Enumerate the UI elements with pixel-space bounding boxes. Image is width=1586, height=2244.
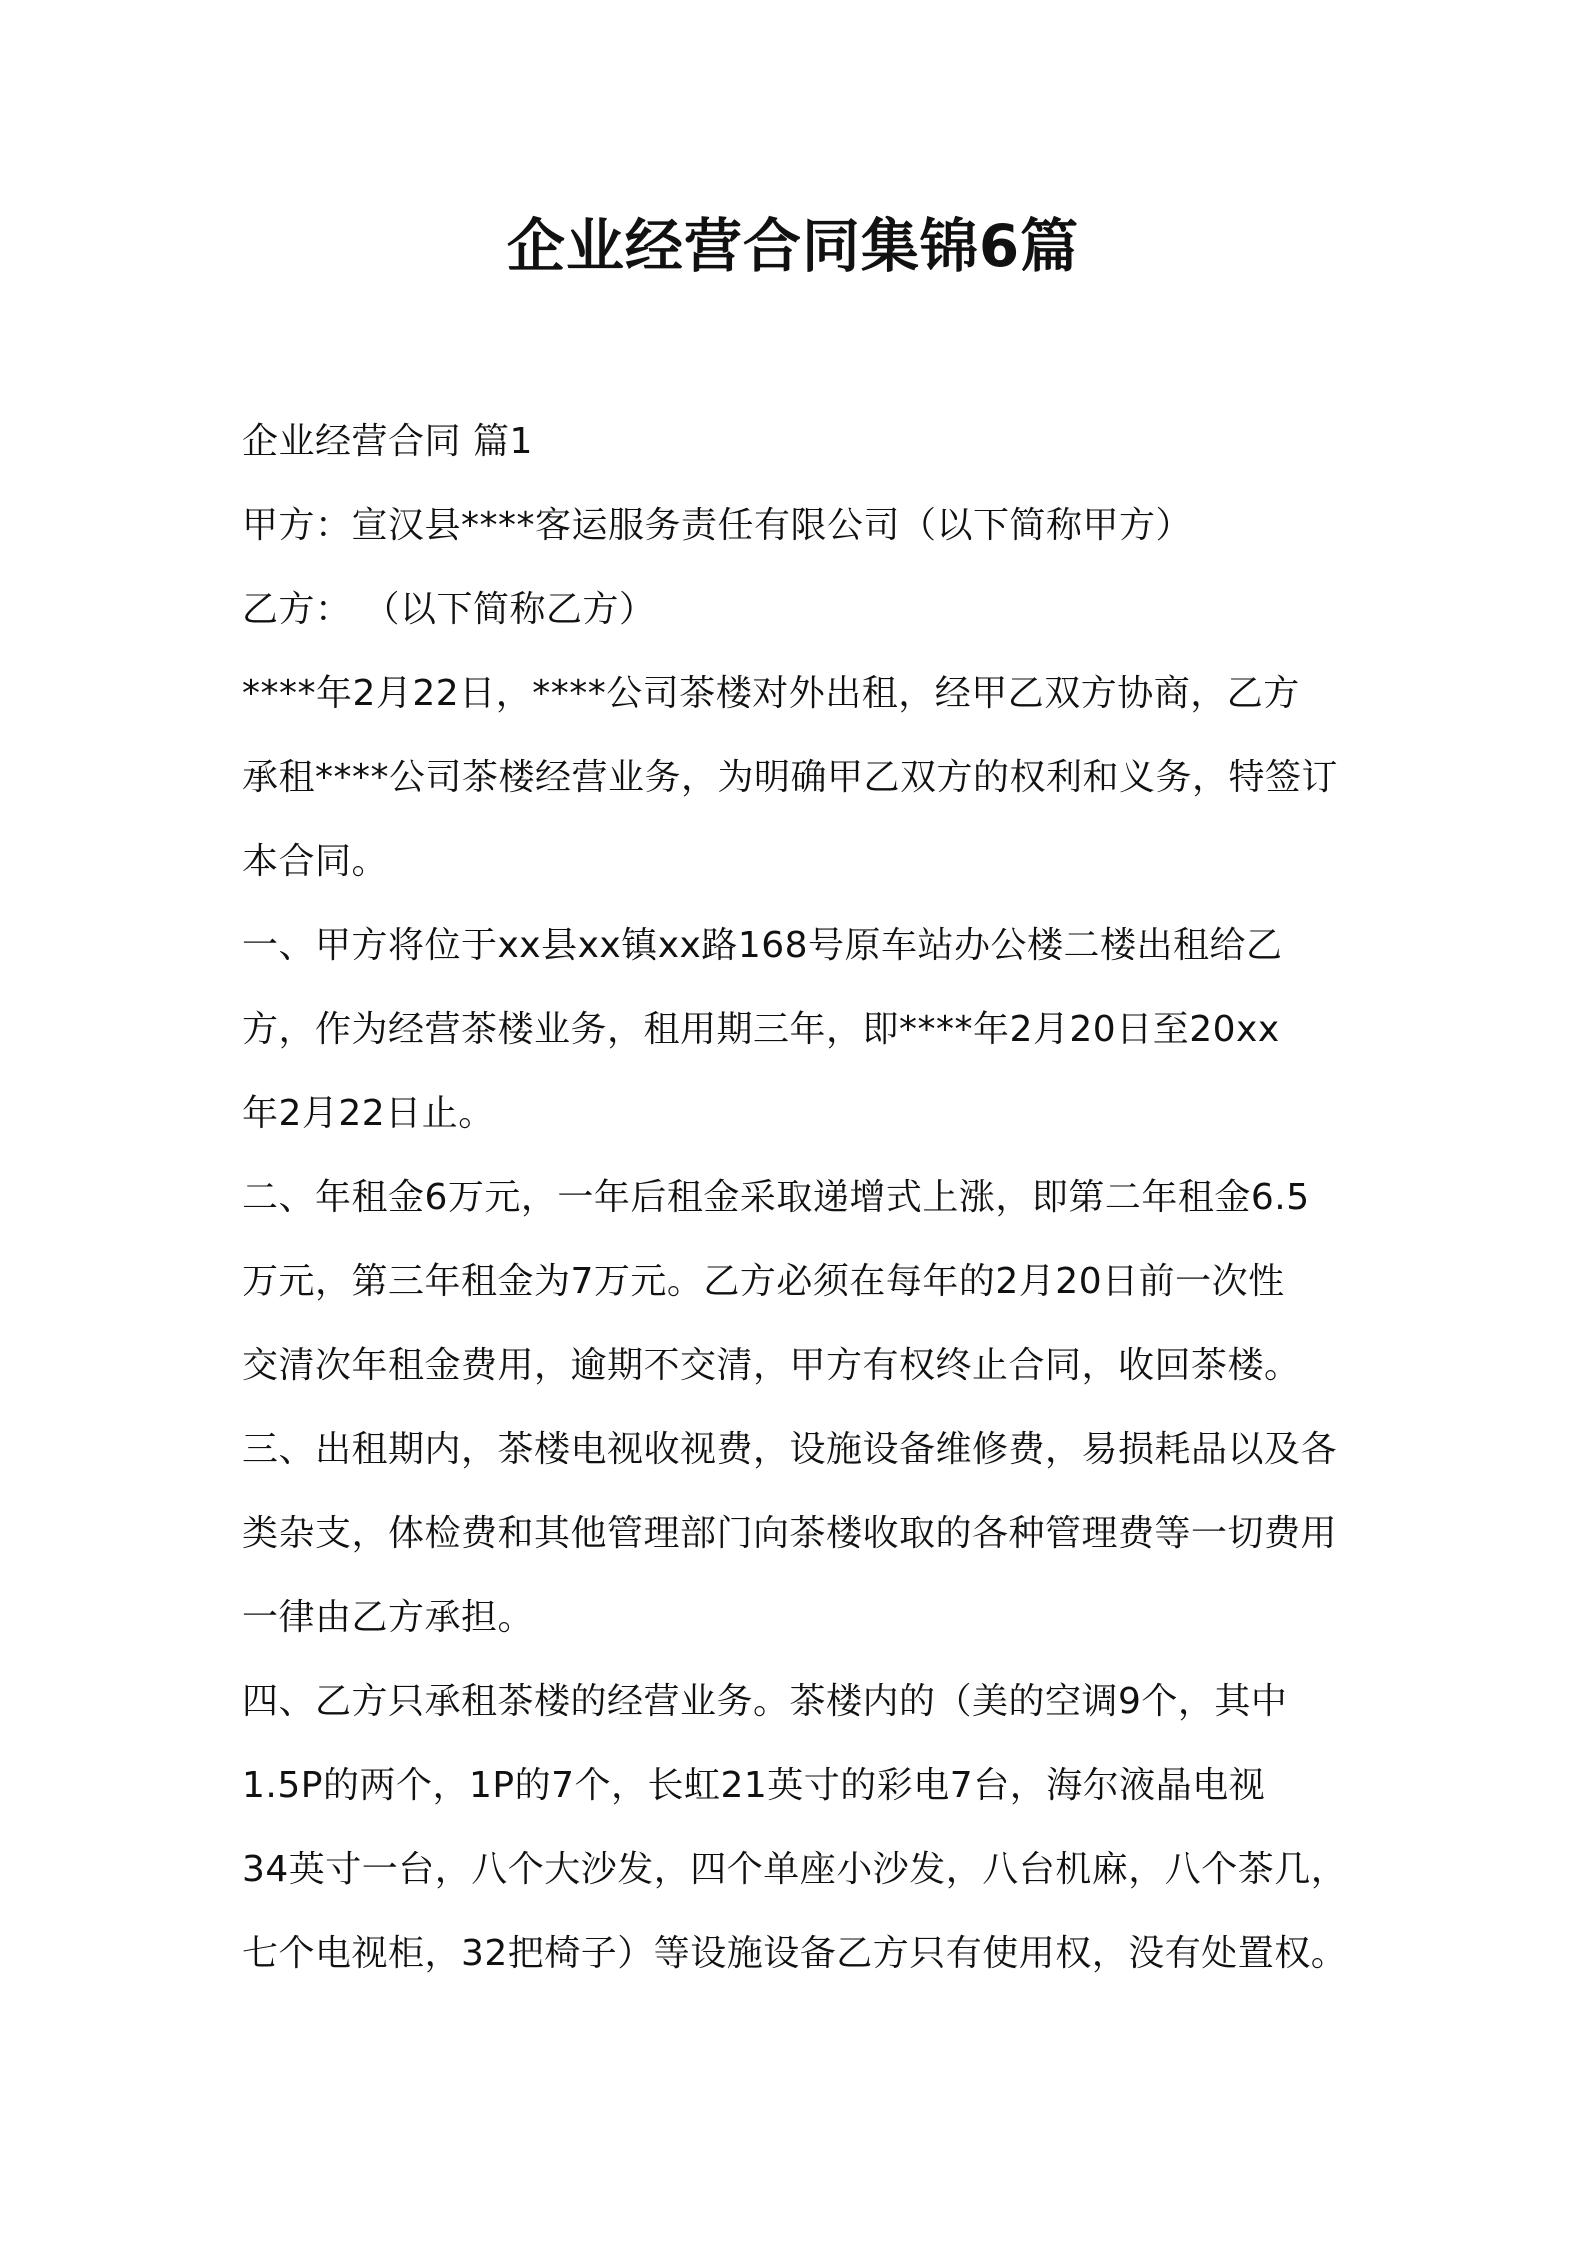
body-line: 承租****公司茶楼经营业务，为明确甲乙双方的权利和义务，特签订: [242, 757, 1339, 798]
section-heading: 企业经营合同 篇1: [242, 421, 533, 462]
body-line: 本合同。: [242, 841, 389, 882]
party-a-line: 甲方：宣汉县****客运服务责任有限公司（以下简称甲方）: [242, 505, 1193, 546]
clause-2-line: 二、年租金6万元，一年后租金采取递增式上涨，即第二年租金6.5: [242, 1177, 1310, 1218]
clause-3-line: 类杂支，体检费和其他管理部门向茶楼收取的各种管理费等一切费用: [242, 1513, 1338, 1554]
clause-3-line: 三、出租期内，茶楼电视收视费，设施设备维修费，易损耗品以及各: [242, 1429, 1338, 1470]
document-title: 企业经营合同集锦6篇: [506, 212, 1080, 280]
clause-2-line: 万元，第三年租金为7万元。乙方必须在每年的2月20日前一次性: [242, 1261, 1285, 1302]
party-b-line: 乙方： （以下简称乙方）: [242, 589, 656, 630]
clause-1-line: 年2月22日止。: [242, 1093, 495, 1134]
clause-3-line: 一律由乙方承担。: [242, 1597, 535, 1638]
clause-4-line: 34英寸一台，八个大沙发，四个单座小沙发，八台机麻，八个茶几，: [242, 1849, 1348, 1890]
body-line: ****年2月22日，****公司茶楼对外出租，经甲乙双方协商，乙方: [242, 673, 1300, 714]
clause-1-line: 方，作为经营茶楼业务，租用期三年，即****年2月20日至20xx: [242, 1009, 1280, 1050]
document-body: [242, 400, 1362, 1996]
clause-4-line: 四、乙方只承租茶楼的经营业务。茶楼内的（美的空调9个，其中: [242, 1681, 1288, 1722]
clause-4-line: 1.5P的两个，1P的7个，长虹21英寸的彩电7台，海尔液晶电视: [242, 1765, 1266, 1806]
clause-2-line: 交清次年租金费用，逾期不交清，甲方有权终止合同，收回茶楼。: [242, 1345, 1301, 1386]
clause-1-line: 一、甲方将位于xx县xx镇xx路168号原车站办公楼二楼出租给乙: [242, 925, 1283, 966]
clause-4-line: 七个电视柜，32把椅子）等设施设备乙方只有使用权，没有处置权。: [242, 1933, 1348, 1974]
